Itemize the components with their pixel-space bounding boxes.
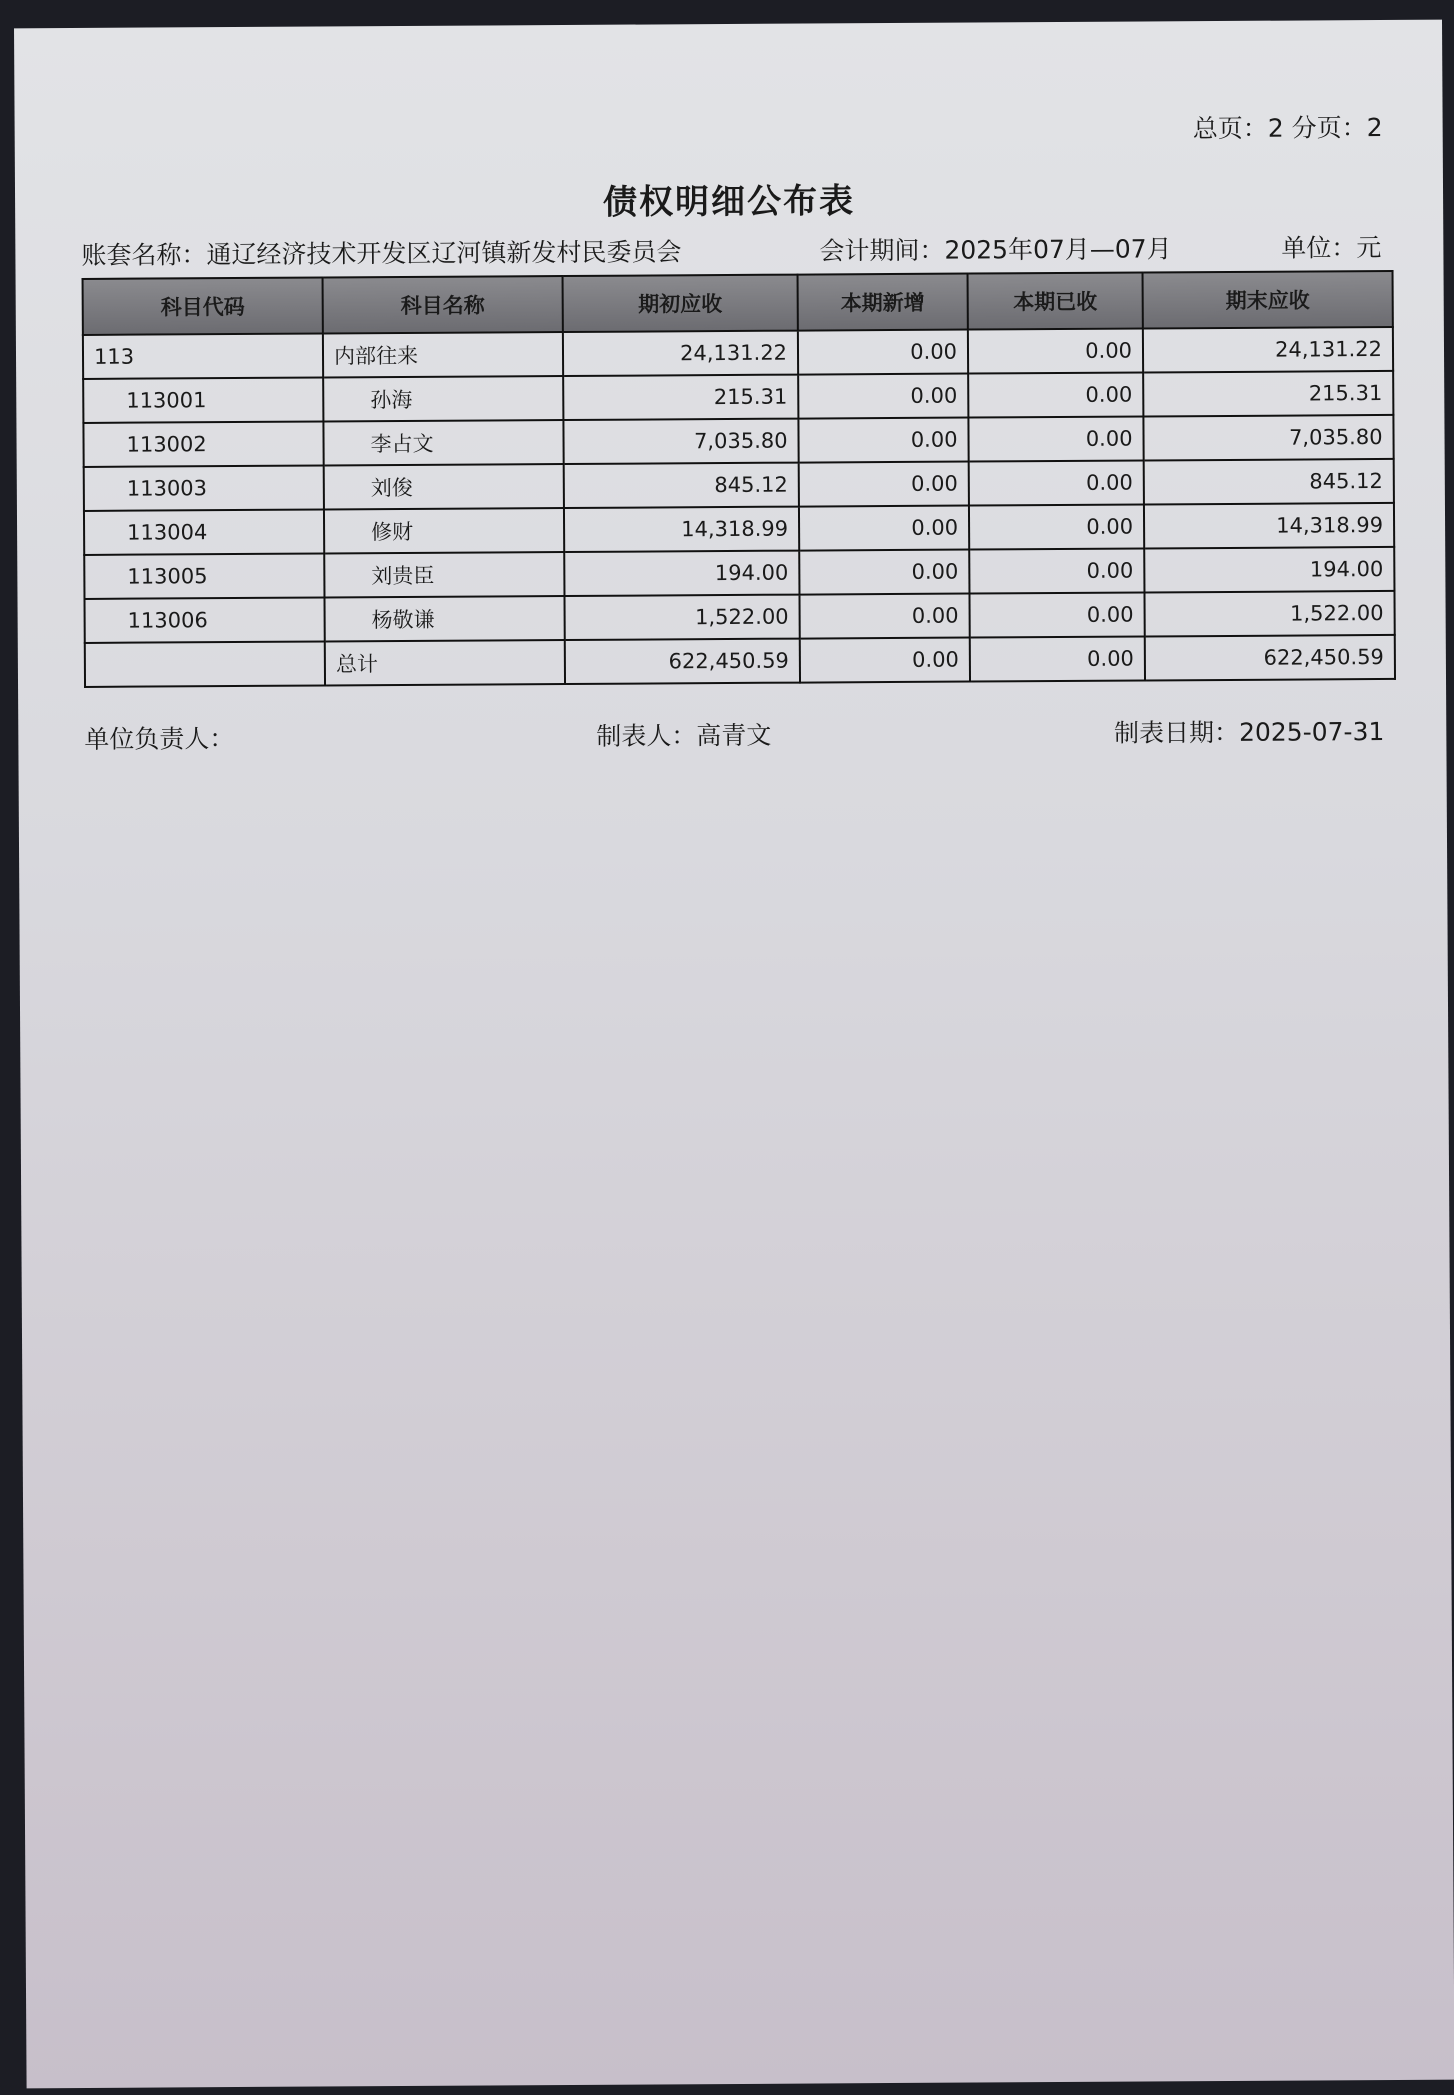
total-added: 0.00 bbox=[800, 638, 970, 683]
cell-opening: 845.12 bbox=[564, 463, 799, 508]
cell-code bbox=[85, 641, 325, 686]
cell-code: 113004 bbox=[84, 509, 324, 554]
prepared-date bbox=[1114, 712, 1385, 750]
account-set-label: 账套名称： bbox=[81, 240, 207, 270]
column-header-added: 本期新增 bbox=[798, 274, 968, 331]
unit-head-label: 单位负责人： bbox=[84, 724, 235, 754]
cell-received: 0.00 bbox=[969, 592, 1144, 637]
account-set bbox=[81, 232, 681, 272]
total-label: 总计 bbox=[325, 640, 565, 685]
cell-name: 孙海 bbox=[323, 376, 563, 421]
table-total-row bbox=[85, 635, 1395, 687]
total-pages-label: 总页： bbox=[1192, 113, 1268, 144]
prepared-date-value: 2025-07-31 bbox=[1238, 717, 1385, 747]
total-pages-value: 2 bbox=[1267, 113, 1284, 143]
cell-added: 0.00 bbox=[798, 374, 968, 419]
cell-name: 内部往来 bbox=[323, 332, 563, 377]
cell-name: 修财 bbox=[324, 508, 564, 553]
cell-name: 李占文 bbox=[323, 420, 563, 465]
cell-code: 113006 bbox=[85, 597, 325, 642]
cell-name: 刘俊 bbox=[324, 464, 564, 509]
total-opening: 622,450.59 bbox=[565, 639, 800, 684]
accounting-period bbox=[819, 229, 1171, 267]
cell-opening: 7,035.80 bbox=[563, 419, 798, 464]
cell-code: 113003 bbox=[84, 465, 324, 510]
sub-page-value: 2 bbox=[1366, 113, 1383, 143]
column-header-code: 科目代码 bbox=[83, 277, 323, 334]
cell-code: 113005 bbox=[84, 553, 324, 598]
cell-closing: 194.00 bbox=[1144, 547, 1394, 593]
total-closing: 622,450.59 bbox=[1145, 635, 1395, 681]
cell-opening: 194.00 bbox=[564, 551, 799, 596]
cell-added: 0.00 bbox=[799, 506, 969, 551]
cell-opening: 14,318.99 bbox=[564, 507, 799, 552]
page-counter bbox=[1193, 108, 1383, 145]
unit-value: 元 bbox=[1356, 233, 1382, 263]
document-page bbox=[14, 20, 1454, 2089]
column-header-received: 本期已收 bbox=[968, 272, 1143, 329]
period-value: 2025年07月—07月 bbox=[944, 234, 1172, 265]
column-header-name: 科目名称 bbox=[323, 276, 563, 333]
preparer-value: 高青文 bbox=[696, 720, 772, 751]
preparer-label: 制表人： bbox=[596, 721, 697, 751]
cell-closing: 7,035.80 bbox=[1143, 415, 1393, 461]
cell-received: 0.00 bbox=[969, 460, 1144, 505]
cell-opening: 1,522.00 bbox=[564, 595, 799, 640]
preparer bbox=[596, 716, 771, 753]
cell-closing: 24,131.22 bbox=[1143, 327, 1393, 373]
cell-received: 0.00 bbox=[968, 328, 1143, 373]
period-label: 会计期间： bbox=[819, 235, 945, 266]
cell-code: 113002 bbox=[83, 421, 323, 466]
prepared-date-label: 制表日期： bbox=[1113, 717, 1240, 748]
total-received: 0.00 bbox=[970, 636, 1145, 681]
cell-opening: 215.31 bbox=[563, 375, 798, 420]
cell-closing: 14,318.99 bbox=[1144, 503, 1394, 549]
cell-closing: 1,522.00 bbox=[1144, 591, 1394, 637]
sub-page-label: 分页： bbox=[1291, 113, 1367, 143]
column-header-opening: 期初应收 bbox=[563, 275, 798, 332]
unit-head bbox=[84, 719, 234, 756]
cell-received: 0.00 bbox=[969, 504, 1144, 549]
table-row bbox=[85, 591, 1395, 643]
column-header-closing: 期末应收 bbox=[1143, 271, 1393, 329]
cell-added: 0.00 bbox=[798, 330, 968, 375]
cell-code: 113001 bbox=[83, 377, 323, 422]
document-title: 债权明细公布表 bbox=[602, 181, 856, 223]
unit-label: 单位： bbox=[1281, 233, 1357, 263]
cell-closing: 215.31 bbox=[1143, 371, 1393, 417]
cell-received: 0.00 bbox=[968, 372, 1143, 417]
cell-received: 0.00 bbox=[968, 416, 1143, 461]
cell-received: 0.00 bbox=[969, 548, 1144, 593]
cell-code: 113 bbox=[83, 333, 323, 378]
cell-added: 0.00 bbox=[799, 594, 969, 639]
cell-name: 刘贵臣 bbox=[324, 552, 564, 597]
cell-opening: 24,131.22 bbox=[563, 331, 798, 376]
cell-added: 0.00 bbox=[798, 418, 968, 463]
account-set-value: 通辽经济技术开发区辽河镇新发村民委员会 bbox=[206, 237, 682, 270]
table-header-row bbox=[83, 271, 1393, 335]
cell-name: 杨敬谦 bbox=[324, 596, 564, 641]
cell-closing: 845.12 bbox=[1144, 459, 1394, 505]
cell-added: 0.00 bbox=[799, 462, 969, 507]
currency-unit bbox=[1281, 228, 1381, 265]
receivables-table bbox=[82, 270, 1396, 688]
cell-added: 0.00 bbox=[799, 550, 969, 595]
